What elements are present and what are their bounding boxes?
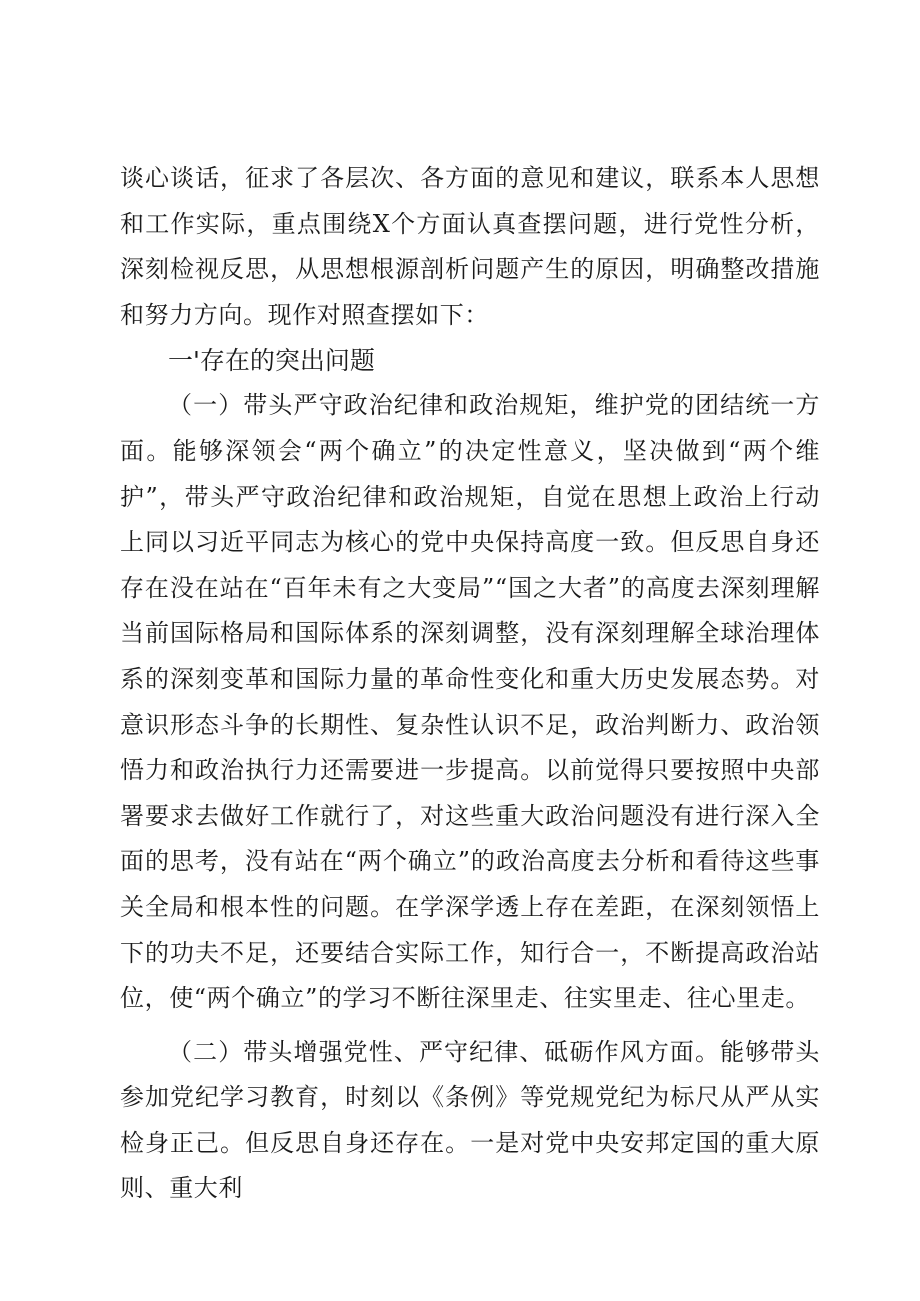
intro-paragraph: 谈心谈话，征求了各层次、各方面的意见和建议，联系本人思想和工作实际，重点围绕X个方面认真查摆问题，进行党性分析，深刻检视反思，从思想根源剖析问题产生的原因，明确整改措施和努力方向。现作对照查摆如下：: [120, 164, 820, 329]
section-heading: 一'存在的突出问题: [168, 346, 375, 376]
item-1-paragraph: （一）带头严守政治纪律和政治规矩，维护党的团结统一方面。能够深领会“两个确立”的决定性意义，坚决做到“两个维护”，带头严守政治纪律和政治规矩，自觉在思想上政治上行动上同以习近平同志为核心的党中央保持高度一致。但反思自身还存在没在站在“百年未有之大变局”“国之大者”的高度去深刻理解当前国际格局和国际体系的深刻调整，没有深刻理解全球治理体系的深刻变革和国际力量的革命性变化和重大历史发展态势。对意识形态斗争的长期性、复杂性认识不足，政治判断力、政治领悟力和政治执行力还需要进一步提高。以前觉得只要按照中央部署要求去做好工作就行了，对这些重大政治问题没有进行深入全面的思考，没有站在“两个确立”的政治高度去分析和看待这些事关全局和根本性的问题。在学深学透上存在差距，在深刻领悟上下的功夫不足，还要结合实际工作，知行合一，不断提高政治站位，使“两个确立”的学习不断往深里走、往实里走、往心里走。: [120, 391, 820, 1013]
item-2-paragraph: （二）带头增强党性、严守纪律、砥砺作风方面。能够带头参加党纪学习教育，时刻以《条例》等党规党纪为标尺从严从实检身正己。但反思自身还存在。一是对党中央安邦定国的重大原则、重大利: [120, 1037, 820, 1203]
document-body: [120, 156, 820, 1212]
paragraph-gap: [120, 1022, 820, 1030]
